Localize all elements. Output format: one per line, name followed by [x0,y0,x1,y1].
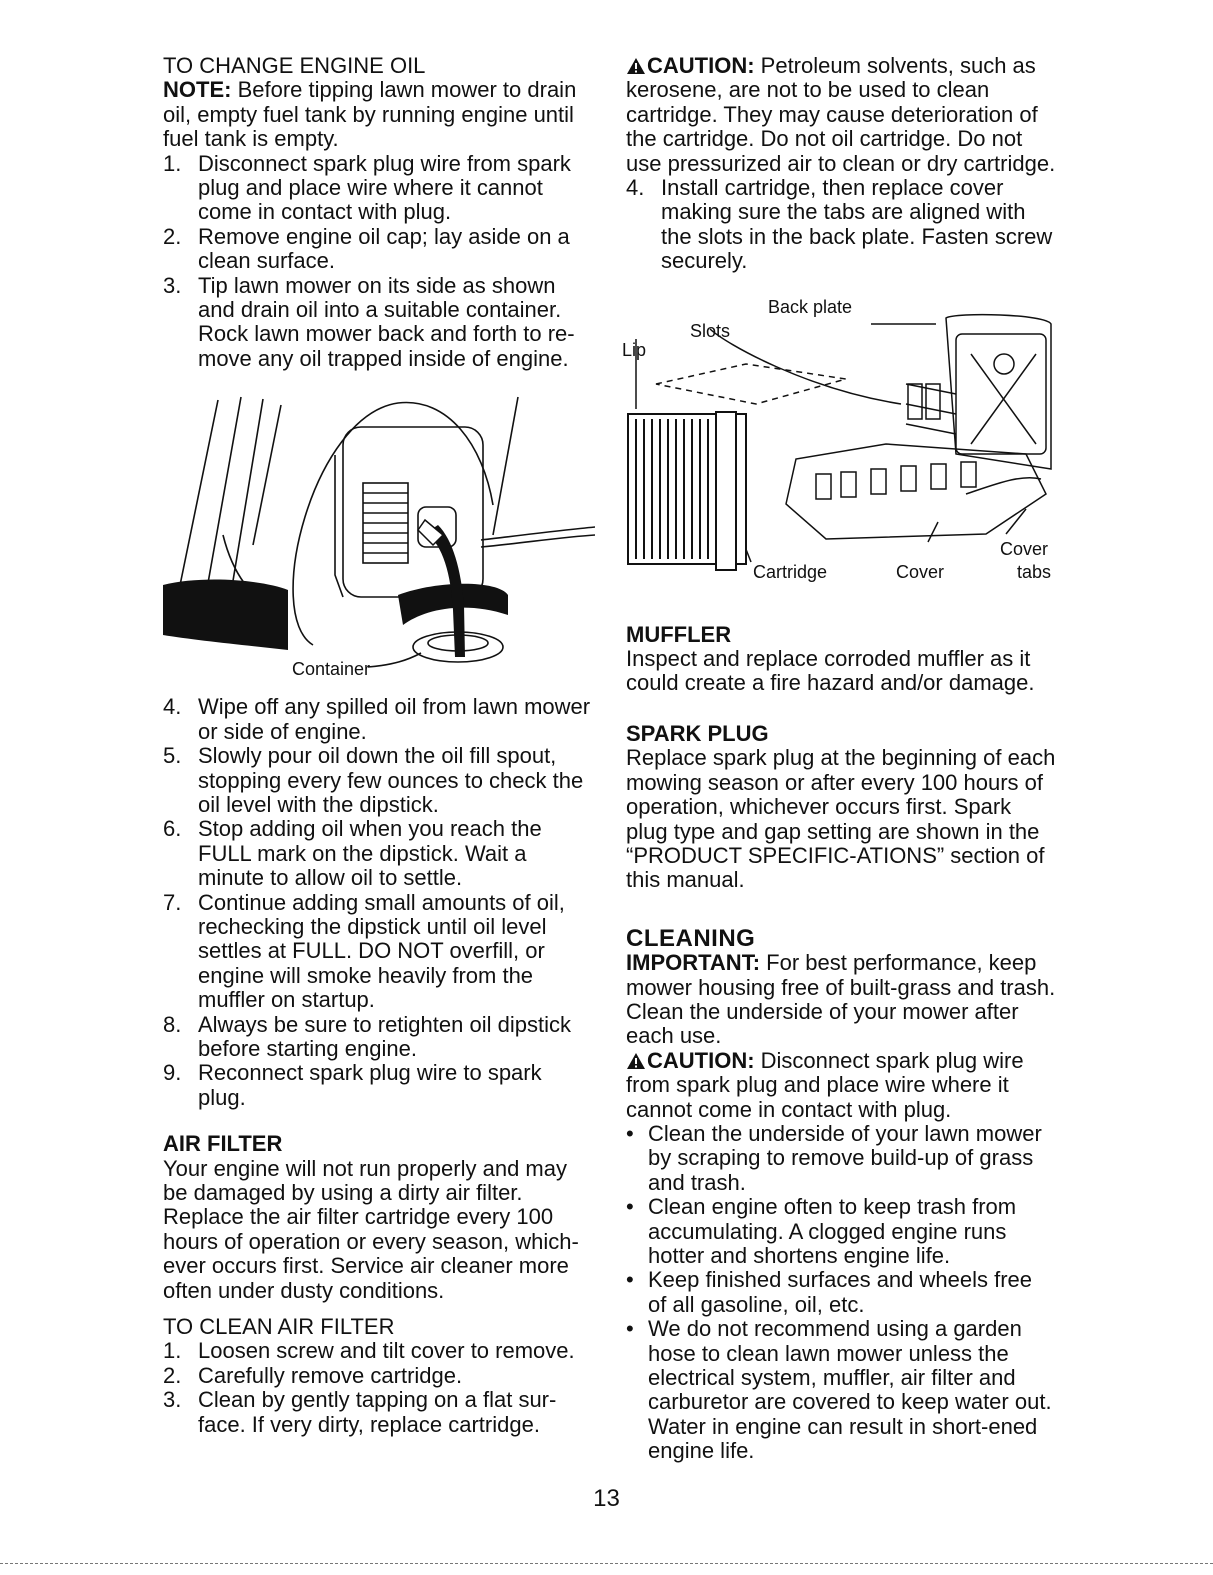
lip-label: Lip [622,339,647,360]
caution-icon [626,57,646,75]
step-number: 1. [163,150,182,176]
important-text: For best performance, keep mower housing free of built-grass and trash. Clean the underside of your mower after each use. [626,950,1056,1049]
bullet-text: Clean engine often to keep trash from accumulating. A clogged engine runs hotter and shortens engine life. [648,1194,1017,1268]
step-number: 4. [626,175,645,201]
list-item [163,274,595,372]
oil-steps-list-b [163,695,595,1110]
list-item [626,176,1056,274]
step-text: Tip lawn mower on its side as shown and drain oil into a suitable container. Rock lawn mower back and forth to re-move any oil trapped inside of engine. [198,272,575,371]
caution-text: Disconnect spark plug wire from spark plug and place wire where it cannot come in contact with plug. [626,1047,1024,1122]
air-filter-heading: AIR FILTER [163,1131,283,1157]
step-text: Disconnect spark plug wire from spark plug and place wire where it cannot come in contact with plug. [198,150,571,225]
bullet-icon: • [626,1267,634,1293]
step-number: 8. [163,1011,182,1037]
step-text: Wipe off any spilled oil from lawn mower or side of engine. [198,694,591,744]
note-text: Before tipping lawn mower to drain oil, empty fuel tank by running engine until fuel tank is empty. [163,77,577,152]
air-filter-steps [163,1339,595,1437]
install-step-list [626,176,1056,274]
oil-change-heading: TO CHANGE ENGINE OIL [163,53,426,78]
list-item [626,1317,1056,1463]
muffler-heading: MUFFLER [626,621,732,647]
clean-air-filter-heading: TO CLEAN AIR FILTER [163,1314,395,1340]
step-number: 3. [163,1387,182,1413]
step-text: Always be sure to retighten oil dipstick before starting engine. [198,1011,571,1061]
list-item [163,695,595,744]
container-label: Container [292,659,371,680]
caution-paragraph-2 [626,1049,1056,1122]
list-item [163,1388,595,1437]
step-text: Stop adding oil when you reach the FULL mark on the dipstick. Wait a minute to allow oil to settle. [198,816,542,891]
list-item [163,817,595,890]
step-number: 5. [163,743,182,769]
cover-label: Cover [896,561,945,582]
list-item [626,1268,1056,1317]
slots-label: Slots [690,320,731,341]
mower-tipped-drawing [163,385,595,685]
cleaning-bullets [626,1122,1056,1464]
air-filter-illustration [622,284,1056,609]
note-paragraph [163,78,595,151]
air-filter-text: Your engine will not run properly and may be damaged by using a dirty air filter. Replace the air filter cartridge every 100 hours of operation or every season, which-ever occurs first. Service air cleaner more often under dusty conditions. [163,1155,579,1303]
bullet-text: Keep finished surfaces and wheels free of all gasoline, oil, etc. [648,1267,1033,1317]
list-item [163,1061,595,1110]
important-label: IMPORTANT: [626,950,761,976]
bottom-rule [0,1563,1213,1564]
muffler-text: Inspect and replace corroded muffler as it could create a fire hazard and/or damage. [626,646,1035,696]
step-number: 1. [163,1338,182,1364]
caution-paragraph-1 [626,54,1056,176]
bullet-icon: • [626,1120,634,1146]
oil-drain-illustration [163,385,595,685]
step-text: Continue adding small amounts of oil, rechecking the dipstick until oil level settles at FULL. DO NOT overfill, or engine will smoke heavily from the muffler on startup. [198,889,565,1013]
step-text: Carefully remove cartridge. [198,1362,463,1388]
step-number: 2. [163,1362,182,1388]
cover-tabs-label-line1: Cover [1000,538,1049,559]
cleaning-heading: CLEANING [626,924,756,952]
list-item [163,1339,595,1363]
step-text: Slowly pour oil down the oil fill spout, stopping every few ounces to check the oil level with the dipstick. [198,743,584,817]
step-text: Reconnect spark plug wire to spark plug. [198,1060,542,1110]
note-label: NOTE: [163,77,232,103]
oil-steps-list-a [163,152,595,372]
list-item [163,1013,595,1062]
page-number: 13 [593,1485,620,1512]
bullet-icon: • [626,1316,634,1342]
step-text: Remove engine oil cap; lay aside on a clean surface. [198,223,570,274]
back-plate-label: Back plate [768,296,853,317]
step-number: 4. [163,694,182,720]
step-text: Clean by gently tapping on a flat sur-face. If very dirty, replace cartridge. [198,1387,557,1437]
step-text: Loosen screw and tilt cover to remove. [198,1338,575,1364]
step-number: 7. [163,889,182,915]
caution-label: CAUTION: [647,1047,755,1073]
list-item [163,744,595,817]
cover-tabs-label-line2: tabs [1017,561,1052,582]
caution-icon [626,1052,646,1070]
caution-text: Petroleum solvents, such as kerosene, are not to be used to clean cartridge. They may cause deterioration of the cartridge. Do not oil cartridge. Do not use pressurized air to clean or dry cartridge. [626,53,1056,176]
cartridge-label: Cartridge [753,561,828,582]
list-item [163,891,595,1013]
right-column [622,53,1056,1464]
bullet-icon: • [626,1194,634,1220]
step-number: 3. [163,272,182,298]
list-item [163,152,595,225]
bullet-text: Clean the underside of your lawn mower by scraping to remove build-up of grass and trash. [648,1120,1042,1195]
list-item [626,1195,1056,1268]
step-number: 9. [163,1060,182,1086]
important-paragraph [626,951,1056,1049]
step-text: Install cartridge, then replace cover making sure the tabs are aligned with the slots in the back plate. Fasten screw securely. [661,175,1053,274]
bullet-text: We do not recommend using a garden hose to clean lawn mower unless the electrical system, muffler, air filter and carburetor are covered to keep water out. Water in engine can result in short-ened engine life. [648,1316,1052,1464]
caution-label: CAUTION: [647,53,755,78]
list-item [163,1364,595,1388]
step-number: 6. [163,816,182,842]
list-item [163,225,595,274]
spark-plug-heading: SPARK PLUG [626,720,769,746]
list-item [626,1122,1056,1195]
spark-plug-text: Replace spark plug at the beginning of each mowing season or after every 100 hours of operation, whichever occurs first. Spark plug type and gap setting are shown in the “PRODUCT SPECIFIC-ATIONS” section of this manual. [626,745,1056,893]
step-number: 2. [163,223,182,249]
left-column [163,54,595,1437]
